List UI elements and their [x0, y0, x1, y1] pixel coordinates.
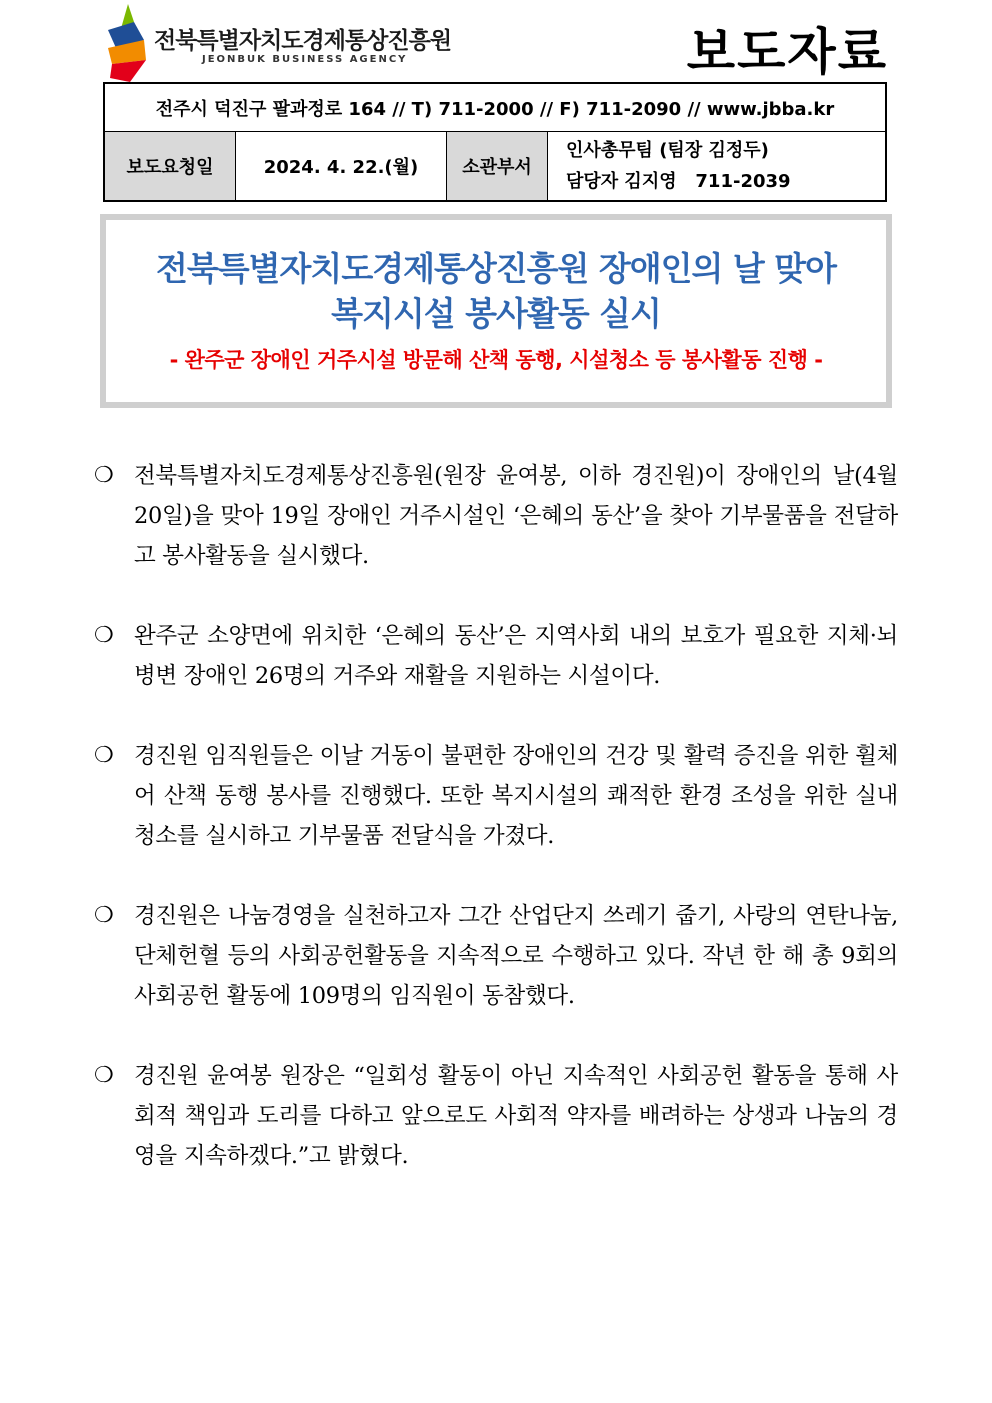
headline-subtitle: - 완주군 장애인 거주시설 방문해 산책 동행, 시설청소 등 봉사활동 진행 -: [169, 348, 823, 372]
paragraph: [94, 1056, 898, 1176]
paragraph: [94, 616, 898, 696]
dept-label: 소관부서: [447, 132, 548, 202]
paragraph-text: 경진원은 나눔경영을 실천하고자 그간 산업단지 쓰레기 줍기, 사랑의 연탄나눔, 단체헌혈 등의 사회공헌활동을 지속적으로 수행하고 있다. 작년 한 해 총 9회의 사회공헌 활동에 109명의 임직원이 동참했다.: [134, 903, 898, 1009]
paragraph-text: 경진원 윤여봉 원장은 “일회성 활동이 아닌 지속적인 사회공헌 활동을 통해 사회적 책임과 도리를 다하고 앞으로도 사회적 약자를 배려하는 상생과 나눔의 경영을 지속하겠다.”고 밝혔다.: [134, 1063, 898, 1169]
org-logo: [104, 4, 452, 82]
org-name-en: JEONBUK BUSINESS AGENCY: [202, 54, 408, 65]
doc-type-title: 보도자료: [686, 23, 888, 81]
article-body: [94, 456, 898, 1216]
jbba-logo-icon: [104, 4, 152, 82]
headline-box: [100, 214, 892, 408]
paragraph-text: 완주군 소양면에 위치한 ‘은혜의 동산’은 지역사회 내의 보호가 필요한 지체·뇌병변 장애인 26명의 거주와 재활을 지원하는 시설이다.: [134, 623, 898, 689]
paragraph: [94, 896, 898, 1016]
headline-title-line1: 전북특별자치도경제통상진흥원 장애인의 날 맞아: [156, 249, 836, 288]
dept-line: 인사총무팀 (팀장 김정두): [566, 140, 769, 161]
bullet-icon: ❍: [94, 743, 114, 768]
address-line: 전주시 덕진구 팔과정로 164 // T) 711-2000 // F) 711-2090 // www.jbba.kr: [104, 83, 886, 132]
date-label: 보도요청일: [104, 132, 236, 202]
paragraph: [94, 456, 898, 576]
paragraph: [94, 736, 898, 856]
date-value: 2024. 4. 22.(월): [236, 132, 447, 202]
bullet-icon: ❍: [94, 903, 114, 928]
dept-contact: [548, 132, 887, 202]
org-name: 전북특별자치도경제통상진흥원: [154, 28, 452, 54]
bullet-icon: ❍: [94, 623, 114, 648]
bullet-icon: ❍: [94, 1063, 114, 1088]
info-table: [103, 82, 887, 202]
headline-title-line2: 복지시설 봉사활동 실시: [331, 294, 661, 333]
paragraph-text: 전북특별자치도경제통상진흥원(원장 윤여봉, 이하 경진원)이 장애인의 날(4월 20일)을 맞아 19일 장애인 거주시설인 ‘은혜의 동산’을 찾아 기부물품을 전달하고 봉사활동을 실시했다.: [134, 463, 898, 569]
paragraph-text: 경진원 임직원들은 이날 거동이 불편한 장애인의 건강 및 활력 증진을 위한 휠체어 산책 동행 봉사를 진행했다. 또한 복지시설의 쾌적한 환경 조성을 위한 실내 청소를 실시하고 기부물품 전달식을 가졌다.: [134, 743, 898, 849]
contact-line: 담당자 김지영 711-2039: [566, 171, 791, 192]
bullet-icon: ❍: [94, 463, 114, 488]
